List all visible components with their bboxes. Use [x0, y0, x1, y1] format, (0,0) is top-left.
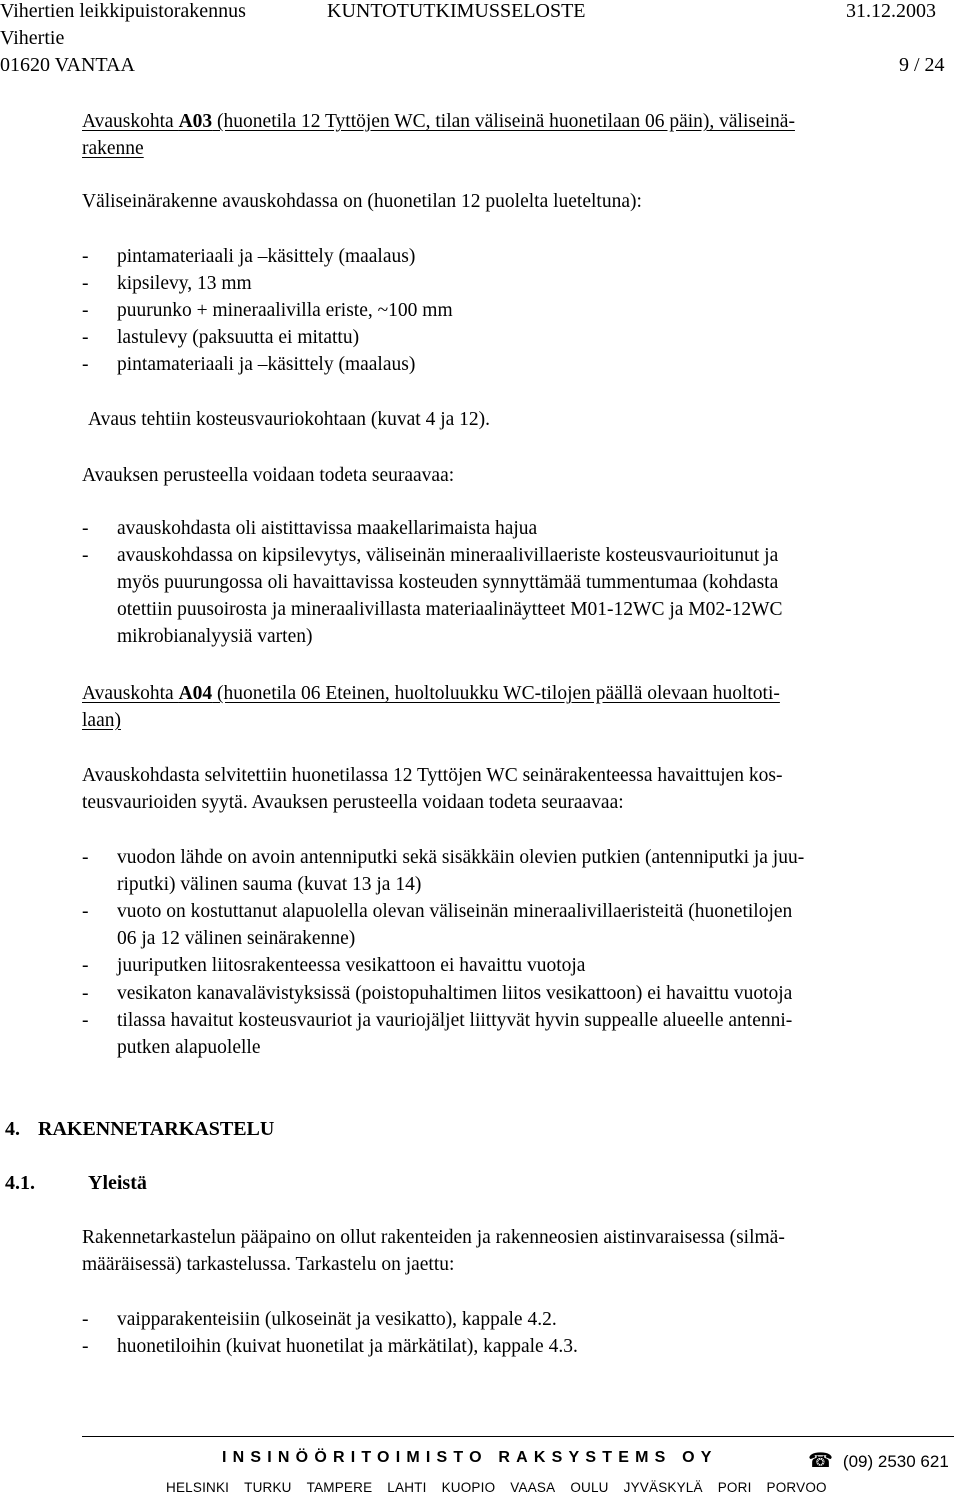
footer-divider — [82, 1436, 954, 1437]
subsection-title: Yleistä — [88, 1172, 147, 1194]
section4-item-2: huonetiloihin (kuivat huonetilat ja märkätilat), kappale 4.3. — [117, 1336, 578, 1357]
footer-city: OULU — [570, 1480, 609, 1495]
footer-phone — [808, 1448, 949, 1473]
list-bullet: - — [82, 955, 89, 976]
footer-phone-number: (09) 2530 621 — [842, 1452, 949, 1471]
list-bullet: - — [82, 847, 89, 868]
a03-heading-cont: rakenne — [82, 138, 144, 159]
list-bullet: - — [82, 901, 89, 922]
section4-para-line-2: määräisessä) tarkastelussa. Tarkastelu on jaettu: — [82, 1254, 455, 1275]
a04-para-line-1: Avauskohdasta selvitettiin huonetilassa 12 Tyttöjen WC seinärakenteessa havaittujen kos- — [82, 765, 783, 786]
list-bullet: - — [82, 518, 89, 539]
footer-city: HELSINKI — [166, 1480, 230, 1495]
footer-city: LAHTI — [387, 1480, 427, 1495]
section4-para-line-1: Rakennetarkastelun pääpaino on ollut rakenteiden ja rakenneosien aistinvaraisessa (silmä- — [82, 1227, 785, 1248]
list-bullet: - — [82, 1010, 89, 1031]
a03-findings-intro: Avauksen perusteella voidaan todeta seuraavaa: — [82, 465, 455, 486]
header-doc-type: KUNTOTUTKIMUSSELOSTE — [327, 0, 586, 22]
a04-item-5-line-2: putken alapuolelle — [117, 1037, 261, 1058]
footer-city: TURKU — [244, 1480, 292, 1495]
a03-layer-5: pintamateriaali ja –käsittely (maalaus) — [117, 354, 416, 375]
header-city: 01620 VANTAA — [0, 54, 135, 76]
a03-layer-2: kipsilevy, 13 mm — [117, 273, 252, 294]
a04-para-line-2: teusvaurioiden syytä. Avauksen perusteella voidaan todeta seuraavaa: — [82, 792, 624, 813]
a03-finding-2-line-2: myös puurungossa oli havaittavissa kosteuden synnyttämää tummentumaa (kohdasta — [117, 572, 779, 593]
footer-city: KUOPIO — [441, 1480, 496, 1495]
footer-cities — [166, 1480, 827, 1495]
a03-intro: Väliseinärakenne avauskohdassa on (huonetilan 12 puolelta lueteltuna): — [82, 191, 642, 212]
section-title: RAKENNETARKASTELU — [38, 1118, 275, 1140]
subsection-number: 4.1. — [5, 1172, 35, 1194]
a04-item-2-line-2: 06 ja 12 välinen seinärakenne) — [117, 928, 356, 949]
list-bullet: - — [82, 983, 89, 1004]
list-bullet: - — [82, 545, 89, 566]
telephone-icon: ☎ — [808, 1450, 833, 1472]
list-bullet: - — [82, 354, 89, 375]
header-page-number: 9 / 24 — [899, 54, 945, 76]
list-bullet: - — [82, 273, 89, 294]
header-company: Vihertien leikkipuistorakennus — [0, 0, 246, 22]
a04-item-4: vesikaton kanavalävistyksissä (poistopuhaltimen liitos vesikattoon) ei havaittu vuotoja — [117, 983, 793, 1004]
a04-item-5-line-1: tilassa havaitut kosteusvauriot ja vauriojäljet liittyvät hyvin suppealle alueelle antenni- — [117, 1010, 793, 1031]
section4-item-1: vaipparakenteisiin (ulkoseinät ja vesikatto), kappale 4.2. — [117, 1309, 557, 1330]
list-bullet: - — [82, 246, 89, 267]
section-number: 4. — [5, 1118, 20, 1140]
a04-item-2-line-1: vuoto on kostuttanut alapuolella olevan väliseinän mineraalivillaeristeitä (huonetilojen — [117, 901, 793, 922]
a03-finding-2-line-1: avauskohdassa on kipsilevytys, väliseinän mineraalivillaeriste kosteusvaurioitunut ja — [117, 545, 779, 566]
a04-item-3: juuriputken liitosrakenteessa vesikattoon ei havaittu vuotoja — [117, 955, 586, 976]
list-bullet: - — [82, 1336, 89, 1357]
a03-finding-1: avauskohdasta oli aistittavissa maakellarimaista hajua — [117, 518, 538, 539]
a03-finding-2-line-4: mikrobianalyysiä varten) — [117, 626, 313, 647]
a03-layer-4: lastulevy (paksuutta ei mitattu) — [117, 327, 360, 348]
footer-city: PORI — [717, 1480, 752, 1495]
a04-item-1-line-2: riputki) välinen sauma (kuvat 13 ja 14) — [117, 874, 422, 895]
list-bullet: - — [82, 300, 89, 321]
footer-city: PORVOO — [766, 1480, 827, 1495]
a03-layer-3: puurunko + mineraalivilla eriste, ~100 mm — [117, 300, 453, 321]
a04-heading-cont: laan) — [82, 710, 121, 731]
a04-heading: Avauskohta A04 (huonetila 06 Eteinen, huoltoluukku WC-tilojen päällä olevaan huoltoti- — [82, 683, 780, 704]
a03-layer-1: pintamateriaali ja –käsittely (maalaus) — [117, 246, 416, 267]
a03-note: Avaus tehtiin kosteusvauriokohtaan (kuvat 4 ja 12). — [88, 409, 491, 430]
footer-city: TAMPERE — [306, 1480, 373, 1495]
list-bullet: - — [82, 327, 89, 348]
footer-company: INSINÖÖRITOIMISTO RAKSYSTEMS OY — [222, 1449, 718, 1466]
footer-city: JYVÄSKYLÄ — [623, 1480, 703, 1495]
a04-item-1-line-1: vuodon lähde on avoin antenniputki sekä sisäkkäin olevien putkien (antenniputki ja juu- — [117, 847, 805, 868]
header-street: Vihertie — [0, 27, 65, 49]
a03-finding-2-line-3: otettiin puusoirosta ja mineraalivillasta materiaalinäytteet M01-12WC ja M02-12WC — [117, 599, 783, 620]
header-date: 31.12.2003 — [846, 0, 936, 22]
footer-city: VAASA — [510, 1480, 556, 1495]
list-bullet: - — [82, 1309, 89, 1330]
a03-heading: Avauskohta A03 (huonetila 12 Tyttöjen WC, tilan väliseinä huonetilaan 06 päin), väliseinä- — [82, 111, 795, 132]
